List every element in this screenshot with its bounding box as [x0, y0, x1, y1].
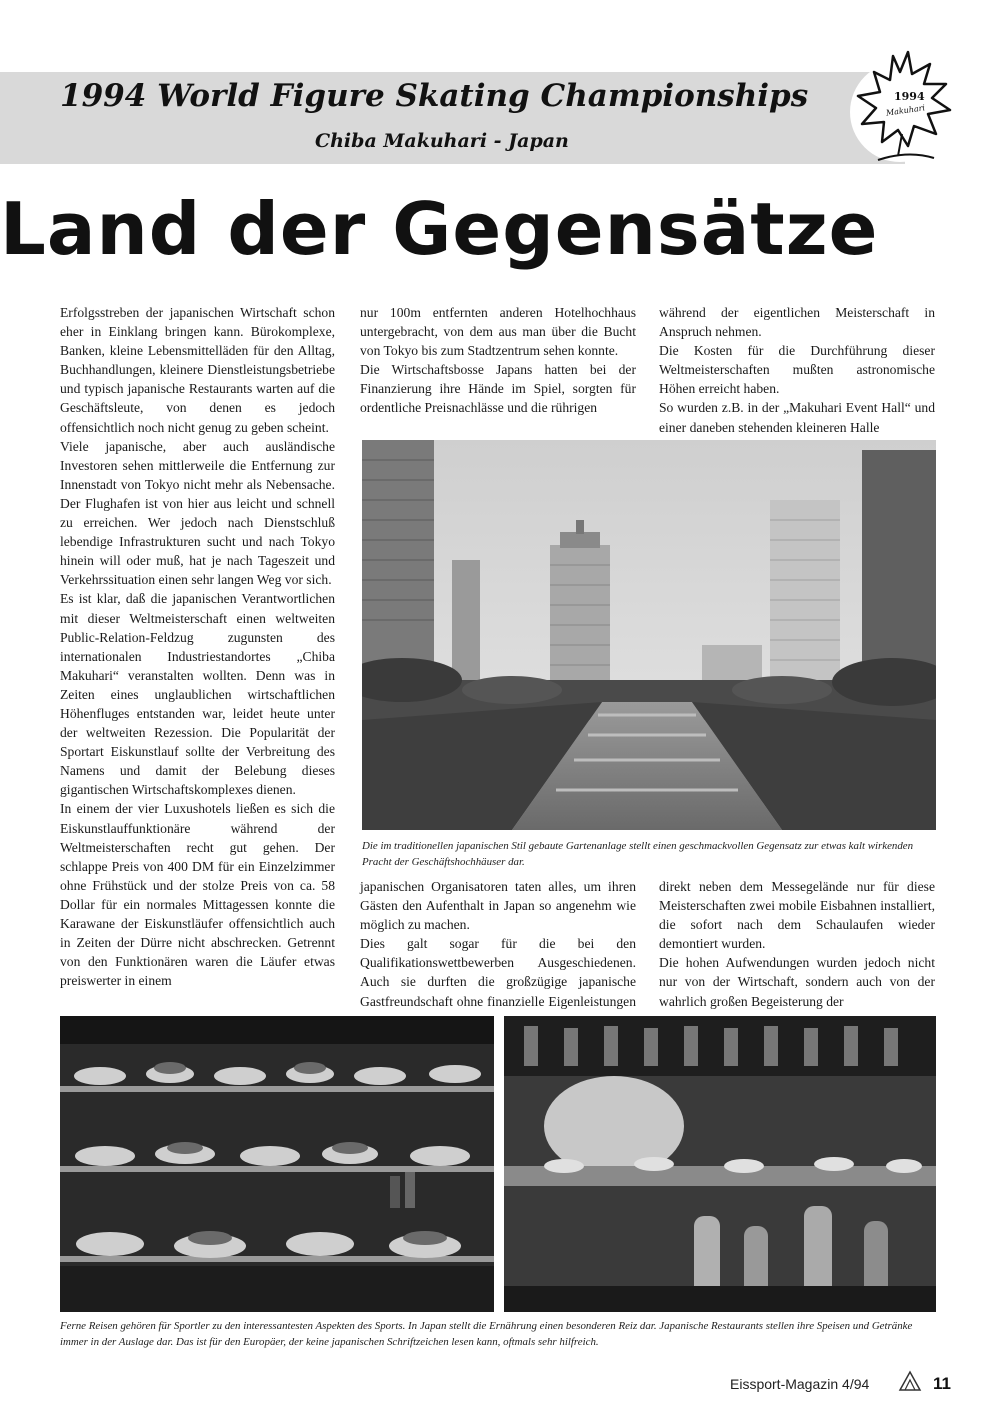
page-number: 11: [933, 1374, 951, 1393]
paragraph: Die Wirtschaftsbosse Japans hatten bei der Finanzierung ihre Hände im Spiel, sorgten für ordentliche Preisnachlässe und die rührigen: [360, 362, 636, 416]
paragraph: Erfolgsstreben der japanischen Wirtschaft schon eher in Einklang bringen kann. Bürokomplexe, Banken, kleine Lebensmittelläden für den Alltag, Buchhandlungen, kleinere Dienstleistungsbetriebe und typisch japanische Restaurants warten auf die Geschäftsleute, von denen es jedoch offensichtlich noch nicht genug zu geben scheint.: [60, 305, 335, 435]
maple-leaf-logo: [838, 38, 968, 163]
text-column-1: [60, 303, 335, 990]
paragraph: So wurden z.B. in der „Makuhari Event Hall“ und einer daneben stehenden kleineren Halle: [659, 400, 935, 435]
paragraph: In einem der vier Luxushotels ließen es sich die Eiskunstlauffunktionäre während der Weltmeisterschaften recht gut gehen. Der schlappe Preis von 400 DM für ein Einzelzimmer ohne Frühstück und der stolze Preis von ca. 58 Dollar für ein normales Mittagessen konnte die Karawane der Eiskunstläufer offensichtlich auch in Zeiten der Dürre nicht abschrecken. Getrennt von den Funktionären waren die Läufer etwas preiswerter in einem: [60, 801, 335, 989]
logo-place: Makuhari: [885, 103, 926, 118]
paragraph: Es ist klar, daß die japanischen Verantwortlichen mit dieser Weltmeisterschaft einen weltweiten Public-Relation-Feldzug zugunsten des internationalen Industriestandortes „Chiba Makuhari“ veranstalten wollten. Denn was in Zeiten eines unglaublichen wirtschaftlichen Höhenfluges entstanden war, leidet heute unter der weltweiten Rezession. Die Popularität der Sportart Eiskunstlauf sollte der Verbreitung des Namens und damit der Belebung dieses gigantischen Wirtschaftskomplexes dienen.: [60, 591, 335, 798]
paragraph: Die Kosten für die Durchführung dieser Weltmeisterschaften mußten astronomische Höhen erreicht haben.: [659, 343, 935, 397]
text-column-2-top: [360, 303, 636, 418]
restaurant-display-photo: [60, 1016, 494, 1312]
paragraph: Die hohen Aufwendungen wurden jedoch nicht nur von der Wirtschaft, sondern auch von der wahrlich großen Begeisterung der: [659, 955, 935, 1009]
magazine-issue: Eissport-Magazin 4/94: [730, 1376, 870, 1392]
paragraph: nur 100m entfernten anderen Hotelhochhaus untergebracht, von dem aus man über die Bucht von Tokyo bis zum Stadtzentrum sehen konnte.: [360, 305, 636, 359]
championship-title: 1994 World Figure Skating Championships: [60, 78, 809, 114]
text-column-2-bottom: [360, 877, 636, 1030]
logo-year: 1994: [894, 90, 925, 103]
garden-skyline-photo: [362, 440, 936, 830]
sushi-conveyor-photo: [504, 1016, 936, 1312]
paragraph: Dies galt sogar für die bei den Qualifikationswettbewerben Ausgeschiedenen. Auch sie durften die großzügige japanische Gastfreundschaft ohne finanzielle Eigenleistungen: [360, 936, 636, 1009]
paragraph: während der eigentlichen Meisterschaft in Anspruch nehmen.: [659, 305, 935, 340]
paragraph: direkt neben dem Messegelände nur für diese Meisterschaften zwei mobile Eisbahnen installiert, die sofort nach dem Schaulaufen wieder demontiert wurden.: [659, 879, 935, 952]
restaurant-photos-caption: Ferne Reisen gehören für Sportler zu den interessantesten Aspekten des Sports. In Japan stellt die Ernährung einen besonderen Reiz dar. Japanische Restaurants stellen ihre Speisen und Getränke immer in der Auslage dar. Das ist für den Europäer, der keine japanischen Schriftzeichen lesen kann, oftmals sehr hilfreich.: [60, 1320, 913, 1348]
championship-subtitle: Chiba Makuhari - Japan: [315, 130, 569, 152]
text-column-3-bottom: [659, 877, 935, 1011]
paragraph: Viele japanische, aber auch ausländische Investoren sehen mittlerweile die Entfernung zur Innenstadt von Tokyo nicht mehr als Nebensache. Der Flughafen ist von hier aus leicht und schnell zu erreichen. Wer jedoch nach Dienstschluß lebendige Infrastrukturen sucht und nach Tokyo hinein will oder muß, hat je nach Tageszeit und Verkehrssituation einen sehr langen Weg vor sich.: [60, 438, 335, 588]
text-column-3-top: [659, 303, 935, 437]
paragraph: japanischen Organisatoren taten alles, um ihren Gästen den Aufenthalt in Japan so angenehm wie möglich zu machen.: [360, 879, 636, 933]
skater-emblem-icon: [897, 1368, 923, 1394]
garden-photo-caption: Die im traditionellen japanischen Stil gebaute Gartenanlage stellt einen geschmackvollen Gegensatz zur etwas kalt wirkenden Pracht der Geschäftshochhäuser dar.: [362, 840, 914, 868]
article-headline: Land der Gegensätze: [0, 187, 879, 271]
